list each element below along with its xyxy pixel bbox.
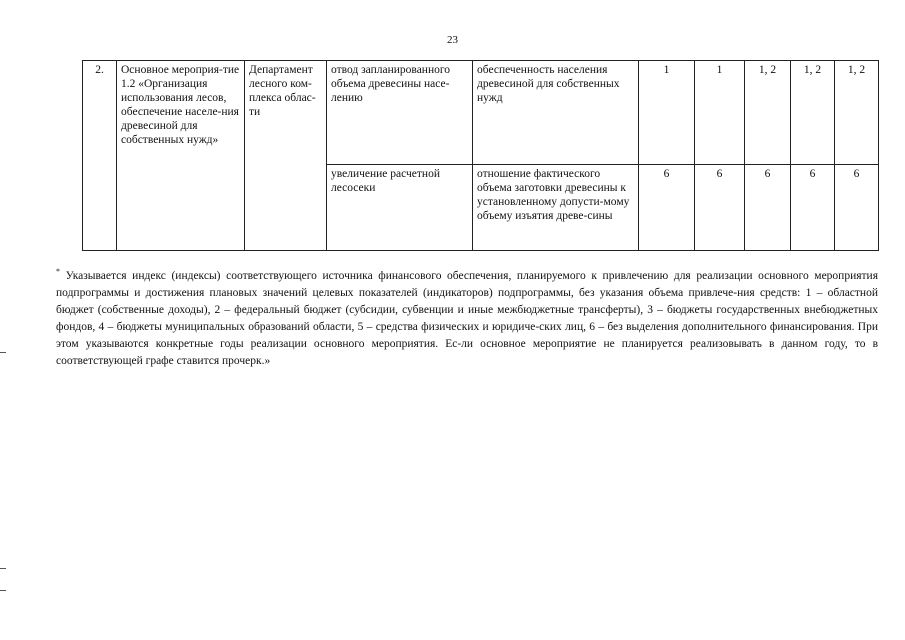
footnote [56, 268, 878, 370]
value-cell: 6 [835, 165, 879, 251]
value-cell: 6 [791, 165, 835, 251]
scan-mark [0, 590, 6, 591]
task-cell: отвод запланированного объема древесины насе-лению [327, 61, 473, 165]
value-cell: 1, 2 [745, 61, 791, 165]
page-number: 23 [447, 34, 458, 46]
value-cell: 6 [695, 165, 745, 251]
executor-cell: Департамент лесного ком-плекса облас-ти [245, 61, 327, 251]
value-cell: 6 [745, 165, 791, 251]
task-cell: увеличение расчетной лесосеки [327, 165, 473, 251]
value-cell: 6 [639, 165, 695, 251]
activities-table [82, 60, 879, 251]
footnote-text: Указывается индекс (индексы) соответствующего источника финансового обеспечения, планируемого к привлечению для реализации основного мероприятия подпрограммы и достижения плановых значений целевых показателей (индикаторов) подпрограммы, без указания объема привлече-ния средств: 1 – областной бюджет (собственные доходы), 2 – федеральный бюджет (субсидии, субвенции и иные межбюджетные трансферты), 3 – бюджеты государственных внебюджетных фондов, 4 – бюджеты муниципальных образований области, 5 – средства физических и юридиче-ских лиц, 6 – без выделения дополнительного финансирования. При этом указываются конкретные годы реализации основного мероприятия. Ес-ли основное мероприятие не планируется реализовывать в данном году, то в соответствующей графе ставится прочерк.» [56, 270, 879, 367]
value-cell: 1, 2 [791, 61, 835, 165]
footnote-marker: * [56, 267, 60, 277]
activity-cell: Основное мероприя-тие 1.2 «Организация использования лесов, обеспечение населе-ния древесиной для собственных нужд» [117, 61, 245, 251]
table-row [83, 61, 879, 165]
value-cell: 1, 2 [835, 61, 879, 165]
scan-mark [0, 352, 6, 353]
row-number-cell: 2. [83, 61, 117, 251]
value-cell: 1 [695, 61, 745, 165]
scan-mark [0, 568, 6, 569]
indicator-cell: обеспеченность населения древесиной для собственных нужд [473, 61, 639, 165]
value-cell: 1 [639, 61, 695, 165]
indicator-cell: отношение фактического объема заготовки древесины к установленному допусти-мому объему изъятия древе-сины [473, 165, 639, 251]
